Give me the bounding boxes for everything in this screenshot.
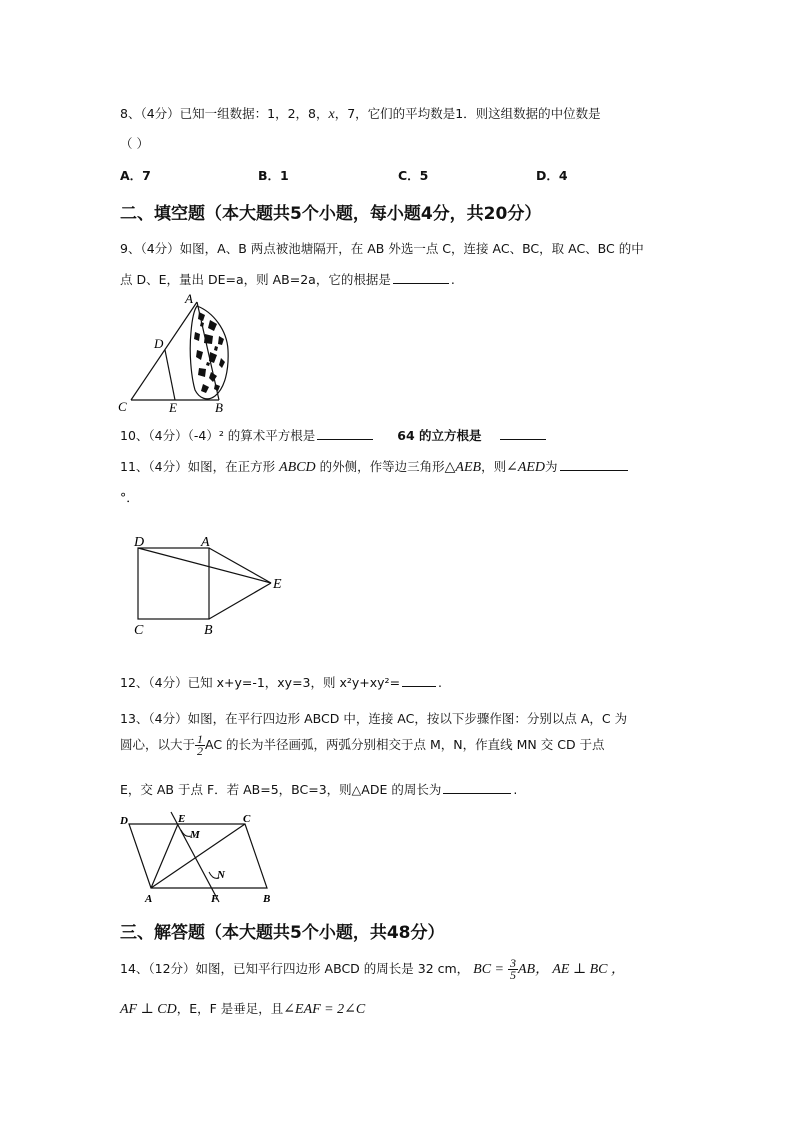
q14-prefix: 14、（12分）如图，已知平行四边形 ABCD 的周长是 32 cm， xyxy=(120,961,470,976)
q14-bc: BC = xyxy=(473,962,504,977)
section2-heading: 二、填空题（本大题共5个小题，每小题4分，共20分） xyxy=(120,204,542,224)
q14-line2-mid: ，E，F 是垂足，且 xyxy=(176,1001,284,1016)
q11-label-c: C xyxy=(134,623,144,638)
q13-label-f: F xyxy=(211,893,219,905)
q9-line2-text: 点 D、E，量出 DE=a，则 AB=2a，它的根据是 xyxy=(120,272,391,287)
q9-line2 xyxy=(120,270,455,288)
q12-line xyxy=(120,673,442,691)
q12-text: 12、（4分）已知 x+y=-1，xy=3，则 x²y+xy²= xyxy=(120,675,401,690)
q9-end: . xyxy=(450,272,455,287)
q11-figure xyxy=(128,530,298,642)
q9-line-de xyxy=(165,350,175,400)
q14-perp1: ， AE ⊥ BC ， xyxy=(535,962,625,977)
q12-answer-blank[interactable] xyxy=(402,674,436,687)
q13-end: . xyxy=(513,782,518,797)
q8-paren: （ ） xyxy=(120,136,149,151)
q8-option-c: C．5 xyxy=(398,168,429,183)
q13-line2-pre: 圆心，以大于 xyxy=(120,737,196,752)
q13-frac-den: 2 xyxy=(197,744,204,758)
q9-pond xyxy=(190,306,228,399)
q13-label-c: C xyxy=(243,813,251,825)
q11-line-de xyxy=(138,548,271,583)
q10-answer-blank-1[interactable] xyxy=(317,427,373,440)
q11-line1 xyxy=(120,457,630,476)
q14-line1 xyxy=(120,958,625,981)
q8-option-b: B．1 xyxy=(258,168,289,183)
q11-answer-blank[interactable] xyxy=(560,458,628,471)
q11-line2: °． xyxy=(120,490,139,505)
q8-option-d: D．4 xyxy=(536,168,568,183)
q13-label-m: M xyxy=(190,829,200,841)
q9-label-e: E xyxy=(169,400,177,415)
q11-label-b: B xyxy=(204,623,213,638)
q8-prefix: 8、（4分）已知一组数据：1，2，8， xyxy=(120,106,329,121)
q9-answer-blank[interactable] xyxy=(393,271,449,284)
q8-suffix: ，7，它们的平均数是1．则这组数据的中位数是 xyxy=(334,106,601,121)
q14-fraction xyxy=(508,958,518,981)
q11-label-a: A xyxy=(201,535,210,550)
q10-answer-blank-2[interactable] xyxy=(500,427,546,440)
q13-label-a: A xyxy=(145,893,153,905)
q14-angle-relation: ∠EAF = 2∠C xyxy=(283,1002,366,1017)
q13-frac-num: 1 xyxy=(197,732,204,746)
q11-angle: ∠AED xyxy=(506,460,546,475)
q13-label-b: B xyxy=(263,893,271,905)
q11-suffix: 为 xyxy=(545,459,558,474)
q13-answer-blank[interactable] xyxy=(443,781,511,794)
q9-label-c: C xyxy=(118,399,127,414)
q13-label-e: E xyxy=(178,813,186,825)
q13-label-n: N xyxy=(217,869,225,881)
q9-label-b: B xyxy=(215,400,223,415)
q8-option-a: A．7 xyxy=(120,168,151,183)
q11-label-d: D xyxy=(134,535,145,550)
q13-line2 xyxy=(120,734,605,757)
q10-line xyxy=(120,426,548,444)
section3-heading: 三、解答题（本大题共5个小题，共48分） xyxy=(120,923,445,943)
q11-line-be xyxy=(209,583,271,619)
q13-line2-post: AC 的长为半径画弧，两弧分别相交于点 M，N，作直线 MN 交 CD 于点 xyxy=(205,737,605,752)
q11-mid: 的外侧，作等边三角形 xyxy=(319,459,445,474)
q10-text2: 64 的立方根是 xyxy=(397,428,482,443)
q13-line3-text: E，交 AB 于点 F．若 AB=5，BC=3，则△ADE 的周长为 xyxy=(120,782,442,797)
q11-square xyxy=(138,548,209,619)
q11-prefix: 11、（4分）如图，在正方形 xyxy=(120,459,276,474)
q8-line1 xyxy=(120,104,601,123)
q11-mid2: ，则 xyxy=(481,459,507,474)
q8-var-x: x xyxy=(328,107,335,122)
q9-line1: 9、（4分）如图，A、B 两点被池塘隔开，在 AB 外选一点 C，连接 AC、BC，取 AC、BC 的中 xyxy=(120,241,644,256)
q10-text1: 10、（4分）（-4）² 的算术平方根是 xyxy=(120,428,316,443)
q14-frac-den: 5 xyxy=(509,968,516,982)
q9-line-ac xyxy=(131,302,197,400)
q13-line3 xyxy=(120,780,517,798)
q9-label-a: A xyxy=(185,292,193,306)
q12-end: . xyxy=(438,675,443,690)
q14-line2 xyxy=(120,999,365,1018)
q11-abcd: ABCD xyxy=(279,460,316,475)
q11-triangle: △AEB xyxy=(444,460,482,475)
q13-label-d: D xyxy=(120,815,128,827)
q14-af-perp-cd: AF ⊥ CD xyxy=(120,1002,177,1017)
q11-line-ae xyxy=(209,548,271,583)
q9-label-d: D xyxy=(154,336,164,351)
q13-line1: 13、（4分）如图，在平行四边形 ABCD 中，连接 AC，按以下步骤作图：分别以点 A，C 为 xyxy=(120,711,628,726)
q9-figure xyxy=(115,292,235,416)
q14-frac-num: 3 xyxy=(509,956,516,970)
q13-fraction xyxy=(195,734,205,757)
q13-figure xyxy=(115,810,285,910)
q14-ab: AB xyxy=(517,962,536,977)
q11-label-e: E xyxy=(273,577,282,592)
